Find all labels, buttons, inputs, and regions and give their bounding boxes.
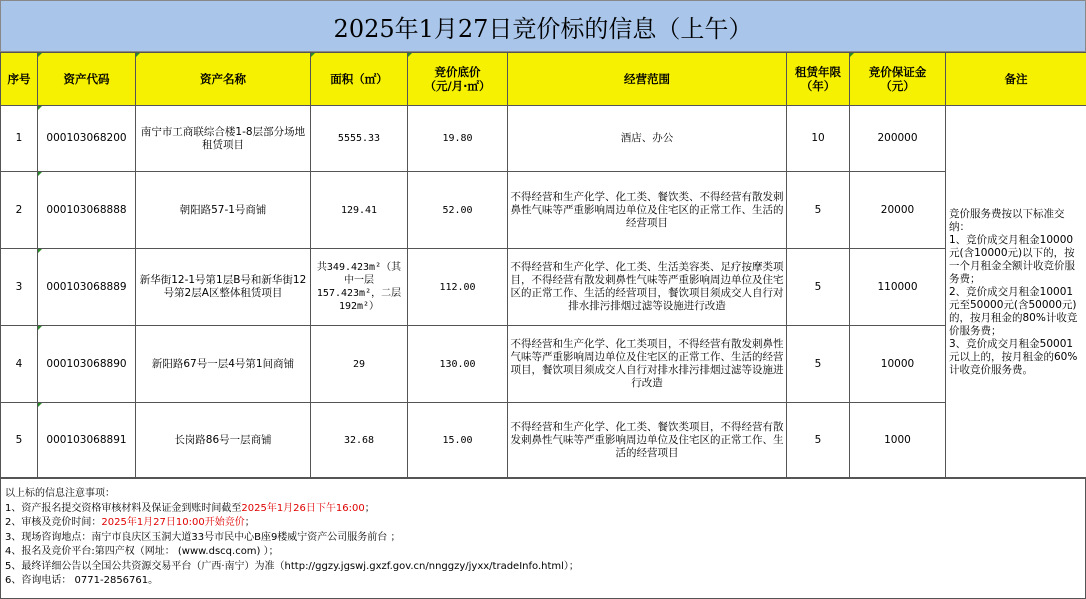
cell-term: 5 (787, 249, 850, 326)
cell-no: 4 (1, 326, 38, 403)
cell-area: 32.68 (311, 403, 408, 479)
cell-name: 南宁市工商联综合楼1-8层部分场地租赁项目 (136, 106, 311, 172)
header-price-line1: 竞价底价 (434, 65, 481, 79)
header-price (408, 53, 508, 106)
cell-area: 29 (311, 326, 408, 403)
cell-deposit: 110000 (850, 249, 946, 326)
cell-area: 129.41 (311, 172, 408, 249)
cell-term: 5 (787, 172, 850, 249)
cell-code: 000103068888 (38, 172, 136, 249)
cell-code: 000103068890 (38, 326, 136, 403)
cell-no: 3 (1, 249, 38, 326)
cell-deposit: 10000 (850, 326, 946, 403)
cell-term: 5 (787, 326, 850, 403)
cell-term: 5 (787, 403, 850, 479)
notes-line-2-suffix: ； (244, 517, 255, 528)
cell-price: 15.00 (408, 403, 508, 479)
header-price-line2: （元/月·㎡） (424, 79, 491, 93)
header-term-line1: 租赁年限 (795, 65, 841, 79)
notes-line-4: 4、报名及竞价平台:第四产权（网址： (www.dscq.com) ）； (5, 546, 279, 557)
cell-deposit: 200000 (850, 106, 946, 172)
cell-name: 新阳路67号一层4号第1间商铺 (136, 326, 311, 403)
cell-no: 2 (1, 172, 38, 249)
notes-deadline: 2025年1月26日下午16:00 (241, 502, 365, 514)
cell-scope: 不得经营和生产化学、化工类、餐饮类项目，不得经营有散发刺鼻性气味等严重影响周边单位及住宅区的正常工作、生活的经营项目 (508, 403, 787, 479)
cell-code: 000103068891 (38, 403, 136, 479)
cell-no: 1 (1, 106, 38, 172)
notes-auction-time: 2025年1月27日10:00开始竞价 (101, 517, 245, 528)
cell-deposit: 1000 (850, 403, 946, 479)
header-name: 资产名称 (136, 53, 311, 106)
remark-line: 3、竞价成交月租金50001元以上的，按月租金的60%计收竞价服务费。 (949, 337, 1078, 376)
cell-no: 5 (1, 403, 38, 479)
remark-line: 竞价服务费按以下标准交纳： (949, 207, 1065, 233)
table-row (1, 106, 1086, 172)
cell-name: 长岗路86号一层商铺 (136, 403, 311, 479)
cell-deposit: 20000 (850, 172, 946, 249)
cell-area: 共349.423m²（其中一层157.423m²，二层192m²） (311, 249, 408, 326)
cell-scope: 酒店、办公 (508, 106, 787, 172)
header-remark: 备注 (946, 53, 1086, 106)
header-no: 序号 (1, 53, 38, 106)
notes-line-5: 5、最终详细公告以全国公共资源交易平台（广西·南宁）为准（http://ggzy.jgswj.gxzf.gov.cn/nnggzy/jyxx/tradeInfo.html）； (5, 560, 579, 572)
header-deposit-line1: 竞价保证金 (868, 65, 927, 79)
notes-line-1 (5, 502, 1081, 517)
cell-price: 130.00 (408, 326, 508, 403)
cell-area: 5555.33 (311, 106, 408, 172)
cell-price: 52.00 (408, 172, 508, 249)
notes-heading: 以上标的信息注意事项： (5, 488, 115, 499)
header-area: 面积（㎡） (311, 53, 408, 106)
header-term-line2: （年） (800, 79, 836, 93)
notes-line-2 (5, 516, 1081, 531)
table-row (1, 172, 1086, 249)
header-code: 资产代码 (38, 53, 136, 106)
notes-section (0, 477, 1086, 599)
cell-name: 朝阳路57-1号商铺 (136, 172, 311, 249)
notes-line-3: 3、现场咨询地点：南宁市良庆区玉洞大道33号市民中心B座9楼威宁资产公司服务前台 ； (5, 531, 401, 543)
table-row (1, 249, 1086, 326)
cell-remark (946, 106, 1086, 479)
table-row (1, 403, 1086, 479)
cell-scope: 不得经营和生产化学、化工类项目，不得经营有散发刺鼻性气味等严重影响周边单位及住宅区的正常工作、生活的经营项目，餐饮项目须成交人自行对排水排污排烟过滤等设施进行改造 (508, 326, 787, 403)
header-deposit-line2: （元） (880, 79, 915, 93)
notes-line-2-prefix: 2、审核及竞价时间： (5, 517, 102, 528)
notes-line-1-suffix: ； (364, 502, 375, 514)
cell-name: 新华街12-1号第1层B号和新华街12号第2层A区整体租赁项目 (136, 249, 311, 326)
remark-line: 1、竞价成交月租金10000元(含10000元)以下的，按一个月租金全额计收竞价服务费； (949, 233, 1075, 285)
cell-scope: 不得经营和生产化学、化工类、生活美容类、足疗按摩类项目，不得经营有散发刺鼻性气味等严重影响周边单位及住宅区的正常工作、生活的经营项目，餐饮项目须成交人自行对排水排污排烟过滤等设施进行改造 (508, 249, 787, 326)
header-deposit (850, 53, 946, 106)
notes-line-6: 6、咨询电话： 0771-2856761。 (5, 575, 159, 586)
header-scope: 经营范围 (508, 53, 787, 106)
table-row (1, 326, 1086, 403)
cell-code: 000103068889 (38, 249, 136, 326)
cell-scope: 不得经营和生产化学、化工类、餐饮类、不得经营有散发刺鼻性气味等严重影响周边单位及住宅区的正常工作、生活的经营项目 (508, 172, 787, 249)
header-term (787, 53, 850, 106)
remark-line: 2、竞价成交月租金10001元至50000元(含50000元)的，按月租金的80%计收竞价服务费； (949, 285, 1078, 337)
cell-price: 112.00 (408, 249, 508, 326)
header-row (1, 53, 1086, 106)
cell-code: 000103068200 (38, 106, 136, 172)
page-title: 2025年1月27日竞价标的信息（上午） (0, 0, 1086, 52)
notes-line-1-prefix: 1、资产报名提交资格审核材料及保证金到账时间截至 (5, 502, 242, 514)
cell-term: 10 (787, 106, 850, 172)
auction-table (0, 52, 1086, 479)
cell-price: 19.80 (408, 106, 508, 172)
